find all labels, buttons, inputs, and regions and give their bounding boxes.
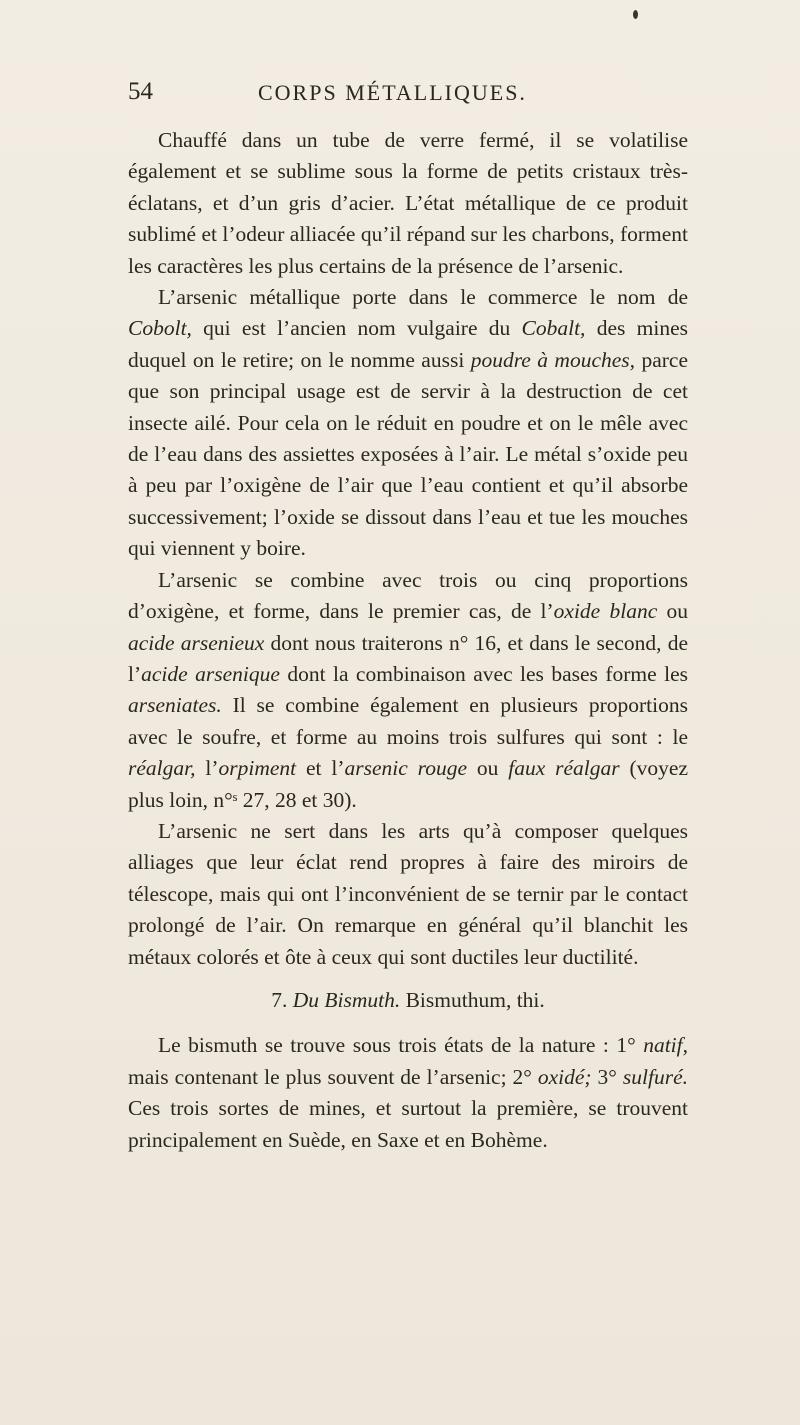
text-run: dont la combinaison avec les bases forme les bbox=[279, 661, 688, 686]
text-run: parce que son principal usage est de servir à la destruction de cet insecte ailé. Pour cela on le réduit en poudre et on le mêle avec de l’eau dans des assiettes exposées à l’air. Le métal s’oxide peu à peu par l’oxigène de l’air que l’eau contient et qu’il absorbe successivement; l’oxide se dissout dans l’eau et tue les mouches qui viennent y boire. bbox=[128, 347, 688, 561]
italic-term: poudre à mouches, bbox=[470, 347, 636, 372]
text-run: L’arsenic se combine avec trois ou cinq proportions d’oxigène, et forme, dans le premier cas, de l’ bbox=[128, 567, 688, 624]
italic-term: acide arsenieux bbox=[128, 630, 265, 655]
section-heading bbox=[128, 985, 688, 1016]
text-run: l’ bbox=[195, 756, 219, 781]
text-run: Il se combine également en plusieurs proportions avec le soufre, et forme au moins trois sulfures qui sont : le bbox=[128, 693, 688, 749]
paragraph-4: L’arsenic ne sert dans les arts qu’à composer quelques alliages que leur éclat rend propres à faire des miroirs de télescope, mais qui ont l’inconvénient de se ternir par le contact prolongé de l’air. On remarque en général qu’il blanchit les métaux colorés et ôte à ceux qui sont ductiles leur ductilité. bbox=[128, 818, 688, 969]
text-run: ou bbox=[467, 756, 509, 781]
italic-term: Cobolt, bbox=[128, 316, 192, 341]
running-head: CORPS MÉTALLIQUES. bbox=[258, 80, 527, 105]
section-title: Du Bismuth. bbox=[292, 987, 401, 1012]
text-run: 3° bbox=[591, 1064, 623, 1089]
paragraph-2 bbox=[128, 282, 688, 565]
italic-term: faux réalgar bbox=[508, 756, 620, 781]
italic-term: arsenic rouge bbox=[344, 756, 468, 781]
body-text bbox=[128, 125, 688, 1156]
italic-term: oxidé; bbox=[537, 1064, 592, 1089]
italic-term: sulfuré. bbox=[622, 1064, 688, 1089]
text-run: mais contenant le plus souvent de l’arsenic; 2° bbox=[128, 1064, 538, 1089]
paragraph-3 bbox=[128, 565, 688, 816]
italic-term: acide arsenique bbox=[141, 661, 280, 686]
text-run: Ces trois sortes de mines, et surtout la première, se trouvent principalement en Suède, en Saxe et en Bohème. bbox=[128, 1096, 688, 1152]
text-run: ou bbox=[657, 599, 689, 624]
paragraph-5 bbox=[128, 1030, 688, 1156]
text-run: L’arsenic métallique porte dans le commerce le nom de bbox=[158, 285, 688, 310]
italic-term: orpiment bbox=[218, 756, 297, 781]
text-run: Le bismuth se trouve sous trois états de la nature : 1° bbox=[158, 1033, 644, 1058]
page-header bbox=[128, 78, 688, 112]
text-run: et l’ bbox=[296, 756, 345, 781]
text-run: des mines duquel on le retire; on le nomme aussi bbox=[128, 316, 688, 372]
italic-term: arseniates. bbox=[128, 693, 222, 718]
italic-term: natif, bbox=[643, 1033, 688, 1058]
italic-term: oxide blanc bbox=[553, 599, 658, 624]
paragraph-1: Chauffé dans un tube de verre fermé, il se volatilise également et se sublime sous la forme de petits cristaux très-éclatans, et d’un gris d’acier. L’état métallique de ce produit sublimé et l’odeur alliacée qu’il répand sur les charbons, forment les caractères les plus certains de la présence de l’arsenic. bbox=[128, 128, 688, 278]
page-number: 54 bbox=[128, 78, 153, 105]
italic-term: Cobalt, bbox=[521, 316, 586, 341]
text-run: dont nous traiterons n° 16, et dans le second, de l’ bbox=[128, 630, 688, 686]
italic-term: réalgar, bbox=[128, 756, 196, 781]
section-number: 7. bbox=[271, 987, 288, 1012]
ink-speck bbox=[633, 10, 638, 19]
text-run: (voyez plus loin, n°ˢ 27, 28 et 30). bbox=[128, 756, 688, 812]
text-run: qui est l’ancien nom vulgaire du bbox=[191, 316, 522, 341]
section-latin-name: Bismuthum, thi. bbox=[405, 987, 545, 1012]
